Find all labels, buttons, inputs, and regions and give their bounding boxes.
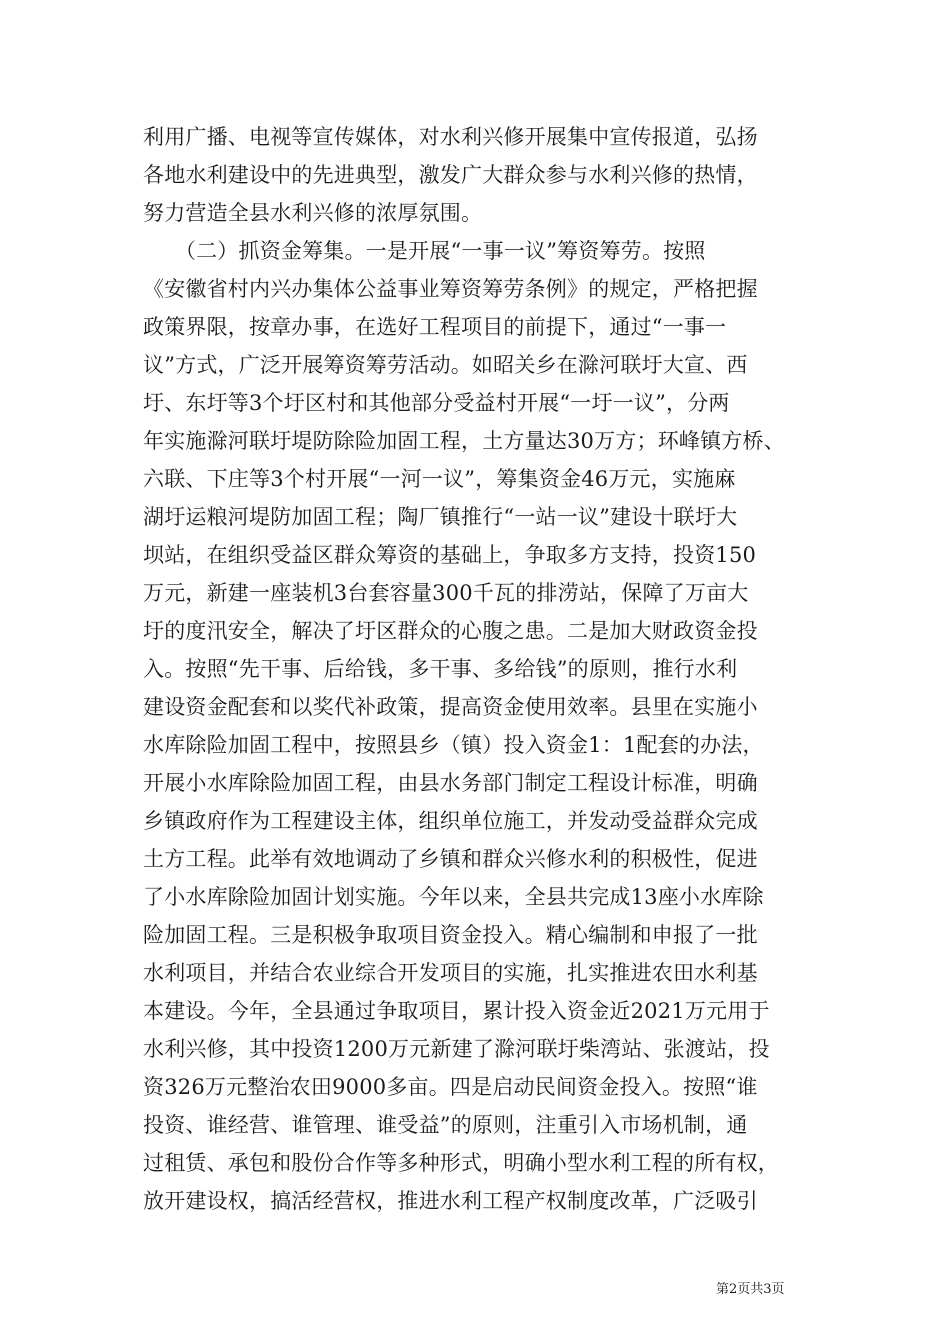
text-line: 《安徽省村内兴办集体公益事业筹资筹劳条例》的规定，严格把握 (143, 277, 758, 301)
text-line: 投资、谁经营、谁管理、谁受益”的原则，注重引入市场机制，通 (143, 1113, 748, 1137)
text-line: 放开建设权，搞活经营权，推进水利工程产权制度改革，广泛吸引 (143, 1189, 758, 1213)
text-line: 过租赁、承包和股份合作等多种形式，明确小型水利工程的所有权， (143, 1151, 779, 1175)
text-line: （二）抓资金筹集。一是开展“一事一议”筹资筹劳。按照 (143, 239, 706, 263)
text-line: 资326万元整治农田9000多亩。四是启动民间资金投入。按照“谁 (143, 1075, 758, 1099)
text-line: 万元，新建一座装机3台套容量300千瓦的排涝站，保障了万亩大 (143, 581, 749, 605)
page-number: 第2页共3页 (716, 1282, 785, 1297)
text-line: 了小水库除险加固计划实施。今年以来，全县共完成13座小水库除 (143, 885, 764, 909)
text-line: 乡镇政府作为工程建设主体，组织单位施工，并发动受益群众完成 (143, 809, 758, 833)
text-line: 六联、下庄等3个村开展“一河一议”，筹集资金46万元，实施麻 (143, 467, 736, 491)
text-line: 开展小水库除险加固工程，由县水务部门制定工程设计标准，明确 (143, 771, 758, 795)
text-line: 政策界限，按章办事，在选好工程项目的前提下，通过“一事一 (143, 315, 727, 339)
text-line: 水利项目，并结合农业综合开发项目的实施，扎实推进农田水利基 (143, 961, 758, 985)
text-line: 水利兴修，其中投资1200万元新建了滁河联圩柴湾站、张渡站，投 (143, 1037, 770, 1061)
text-line: 水库除险加固工程中，按照县乡（镇）投入资金1：1配套的办法， (143, 733, 764, 757)
body-text (143, 118, 808, 1220)
text-line: 建设资金配套和以奖代补政策，提高资金使用效率。县里在实施小 (143, 695, 758, 719)
text-line: 入。按照“先干事、后给钱，多干事、多给钱”的原则，推行水利 (143, 657, 738, 681)
text-line: 圩的度汛安全，解决了圩区群众的心腹之患。二是加大财政资金投 (143, 619, 758, 643)
text-line: 各地水利建设中的先进典型，激发广大群众参与水利兴修的热情， (143, 163, 758, 187)
text-line: 圩、东圩等3个圩区村和其他部分受益村开展“一圩一议”，分两 (143, 391, 730, 415)
text-line: 利用广播、电视等宣传媒体，对水利兴修开展集中宣传报道，弘扬 (143, 125, 758, 149)
text-line: 湖圩运粮河堤防加固工程；陶厂镇推行“一站一议”建设十联圩大 (143, 505, 738, 529)
text-line: 坝站，在组织受益区群众筹资的基础上，争取多方支持，投资150 (143, 543, 757, 567)
text-line: 议”方式，广泛开展筹资筹劳活动。如昭关乡在滁河联圩大宣、西 (143, 353, 748, 377)
text-line: 本建设。今年，全县通过争取项目，累计投入资金近2021万元用于 (143, 999, 770, 1023)
text-line: 土方工程。此举有效地调动了乡镇和群众兴修水利的积极性，促进 (143, 847, 758, 871)
text-line: 险加固工程。三是积极争取项目资金投入。精心编制和申报了一批 (143, 923, 758, 947)
text-line: 努力营造全县水利兴修的浓厚氛围。 (143, 201, 483, 225)
text-line: 年实施滁河联圩堤防除险加固工程，土方量达30万方；环峰镇方桥、 (143, 429, 785, 453)
